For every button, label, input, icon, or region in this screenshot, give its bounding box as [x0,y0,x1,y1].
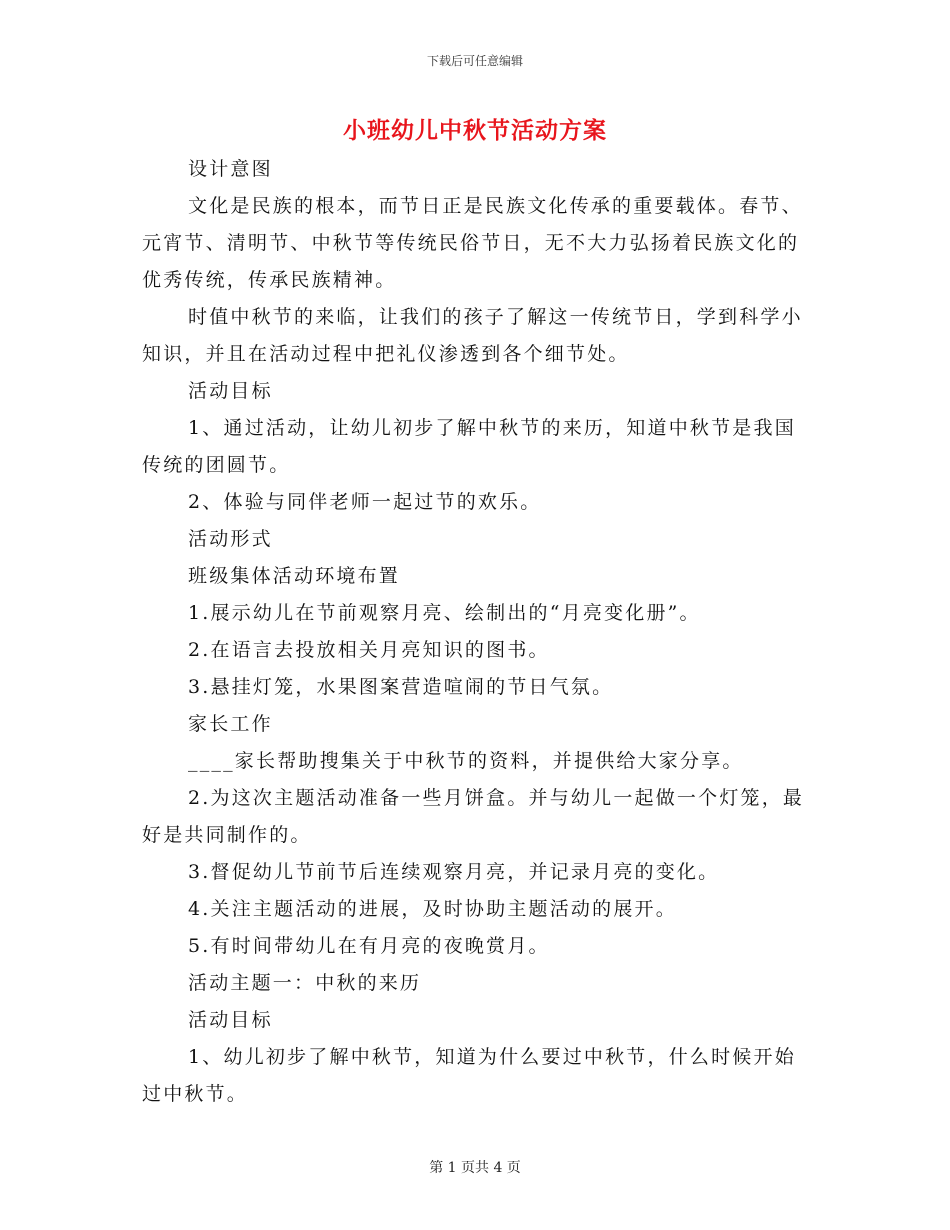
environment-item-3: 3.悬挂灯笼，水果图案营造喧闹的节日气氛。 [188,676,614,698]
subheading-environment: 班级集体活动环境布置 [188,565,401,587]
parent-item-5: 5.有时间带幼儿在有月亮的夜晚赏月。 [188,935,550,957]
paragraph-culture: 文化是民族的根本，而节日正是民族文化传承的重要载体。春节、元宵节、清明节、中秋节等传统民俗节日，无不大力弘扬着民族文化的优秀传统，传承民族精神。 [142,195,803,291]
parent-item-1: ____家长帮助搜集关于中秋节的资料，并提供给大家分享。 [188,750,744,772]
paragraph-mid-autumn-coming: 时值中秋节的来临，让我们的孩子了解这一传统节日，学到科学小知识，并且在活动过程中把礼仪渗透到各个细节处。 [142,306,803,365]
goal-item-1: 1、通过活动，让幼儿初步了解中秋节的来历，知道中秋节是我国传统的团圆节。 [142,417,796,476]
theme-one-goal-1: 1、幼儿初步了解中秋节，知道为什么要过中秋节，什么时候开始过中秋节。 [142,1046,796,1105]
goal-item-2: 2、体验与同伴老师一起过节的欢乐。 [188,491,542,513]
parent-item-2: 2.为这次主题活动准备一些月饼盒。并与幼儿一起做一个灯笼，最好是共同制作的。 [142,787,805,846]
section-heading-parent-work: 家长工作 [188,713,273,735]
document-title: 小班幼儿中秋节活动方案 [343,117,607,144]
parent-item-4: 4.关注主题活动的进展，及时协助主题活动的展开。 [188,898,677,920]
section-heading-activity-form: 活动形式 [188,528,273,550]
document-body [142,151,810,1113]
page-header-note: 下载后可任意编辑 [426,54,523,68]
environment-item-1: 1.展示幼儿在节前观察月亮、绘制出的“月亮变化册”。 [188,602,701,624]
section-heading-design-intent: 设计意图 [188,158,273,180]
section-heading-activity-goals-2: 活动目标 [188,1009,273,1031]
environment-item-2: 2.在语言去投放相关月亮知识的图书。 [188,639,550,661]
page-footer-number: 第 1 页共 4 页 [429,1160,521,1176]
section-heading-activity-goals: 活动目标 [188,380,273,402]
section-heading-theme-one: 活动主题一：中秋的来历 [188,972,422,994]
parent-item-3: 3.督促幼儿节前节后连续观察月亮，并记录月亮的变化。 [188,861,720,883]
